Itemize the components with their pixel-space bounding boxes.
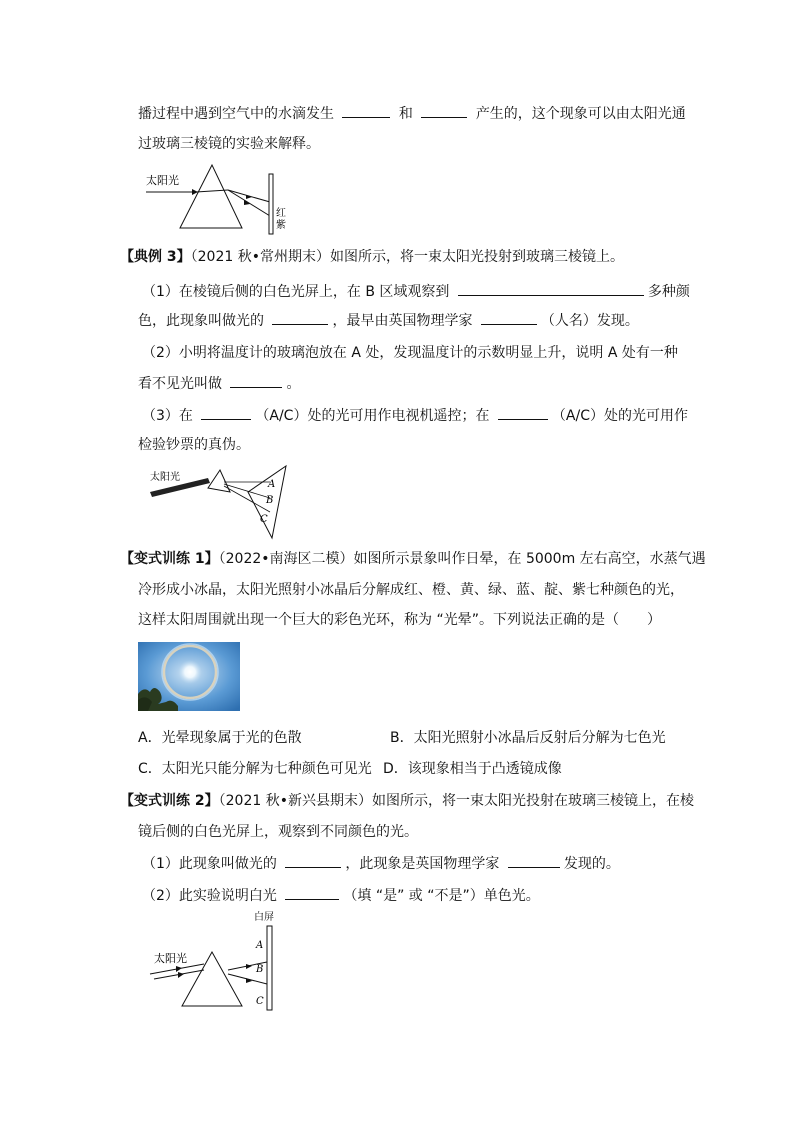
option-row bbox=[383, 759, 562, 779]
question-2-line-2 bbox=[138, 373, 300, 394]
text: 检验钞票的真伪。 bbox=[138, 437, 250, 453]
answer-blank[interactable] bbox=[201, 405, 251, 420]
screen-label: 白屏 bbox=[254, 912, 274, 923]
answer-blank[interactable] bbox=[458, 281, 644, 296]
text: 冷形成小冰晶，太阳光照射小冰晶后分解成红、橙、黄、绿、蓝、靛、紫七种颜色的光， bbox=[138, 582, 684, 598]
sun-label: 太阳光 bbox=[150, 472, 180, 483]
example-tag: 【变式训练 2】 bbox=[120, 793, 219, 809]
question-1-line bbox=[142, 853, 620, 874]
text: （人名）发现。 bbox=[540, 313, 639, 329]
variant-1-heading bbox=[120, 549, 706, 569]
answer-blank[interactable] bbox=[481, 310, 537, 325]
prism-figure-2 bbox=[146, 462, 296, 542]
source: （2021 秋•新兴县期末） bbox=[218, 793, 372, 809]
option-row bbox=[138, 759, 372, 779]
source: （2021 秋•常州期末） bbox=[190, 249, 330, 265]
text: 产生的，这个现象可以由太阳光通 bbox=[475, 106, 686, 122]
option-b[interactable]: B．太阳光照射小冰晶后反射后分解为七色光 bbox=[390, 730, 666, 746]
question-2-line bbox=[142, 343, 678, 363]
text: （3）在 bbox=[142, 408, 193, 424]
text: （1）此现象叫做光的 bbox=[142, 856, 277, 872]
text: （2）此实验说明白光 bbox=[142, 888, 277, 904]
variant-2-heading bbox=[120, 791, 694, 811]
halo-photo bbox=[138, 642, 240, 711]
text: 如图所示，将一束太阳光投射在玻璃三棱镜上，在棱 bbox=[371, 793, 694, 809]
label-b: B bbox=[266, 495, 274, 506]
text: 如图所示景象叫作日晕，在 5000m 左右高空，水蒸气遇 bbox=[353, 551, 706, 567]
answer-blank[interactable] bbox=[498, 405, 548, 420]
red-label: 红 bbox=[276, 208, 286, 219]
text: 过玻璃三棱镜的实验来解释。 bbox=[138, 136, 320, 152]
question-1-line bbox=[142, 281, 690, 302]
text: 。 bbox=[286, 376, 301, 392]
text: ，此现象是英国物理学家 bbox=[345, 856, 500, 872]
text-line bbox=[138, 103, 686, 124]
answer-blank[interactable] bbox=[285, 853, 341, 868]
option-d[interactable]: D．该现象相当于凸透镜成像 bbox=[383, 761, 562, 777]
prism bbox=[208, 470, 230, 492]
sun-label: 太阳光 bbox=[154, 952, 187, 965]
text-line bbox=[138, 134, 320, 154]
question-3-line-2 bbox=[138, 435, 250, 455]
option-a[interactable]: A．光晕现象属于光的色散 bbox=[138, 730, 302, 746]
question-3-line bbox=[142, 405, 688, 426]
screen bbox=[269, 174, 273, 234]
text: ，最早由英国物理学家 bbox=[332, 313, 473, 329]
prism bbox=[180, 165, 242, 228]
text: （1）在棱镜后侧的白色光屏上，在 B 区域观察到 bbox=[142, 284, 450, 300]
example-tag: 【变式训练 1】 bbox=[120, 551, 219, 567]
text: （填 “是” 或 “不是”）单色光。 bbox=[343, 888, 540, 904]
prism-figure-3 bbox=[148, 908, 288, 1012]
option-c[interactable]: C．太阳光只能分解为七种颜色可见光 bbox=[138, 761, 372, 777]
example-3-heading bbox=[120, 247, 624, 267]
text: 发现的。 bbox=[563, 856, 620, 872]
text: 多种颜 bbox=[647, 284, 690, 300]
label-c: C bbox=[260, 514, 268, 525]
text: （2）小明将温度计的玻璃泡放在 A 处，发现温度计的示数明显上升，说明 A 处有一种 bbox=[142, 345, 678, 361]
answer-blank[interactable] bbox=[421, 103, 467, 118]
question-1-line-2 bbox=[138, 310, 639, 331]
text: 这样太阳周围就出现一个巨大的彩色光环，称为 “光晕”。下列说法正确的是（ ） bbox=[138, 612, 661, 628]
label-c: C bbox=[256, 996, 264, 1007]
text: 和 bbox=[398, 106, 413, 122]
text-line bbox=[138, 822, 418, 842]
violet-label: 紫 bbox=[276, 220, 286, 231]
answer-blank[interactable] bbox=[272, 310, 328, 325]
label-a: A bbox=[256, 940, 264, 951]
prism bbox=[182, 952, 242, 1006]
text-line bbox=[138, 580, 684, 600]
text: （A/C）处的光可用作 bbox=[551, 408, 688, 424]
stem: 如图所示，将一束太阳光投射到玻璃三棱镜上。 bbox=[329, 249, 624, 265]
prism-figure-1 bbox=[140, 160, 300, 235]
label-b: B bbox=[256, 964, 264, 975]
text: 看不见光叫做 bbox=[138, 376, 222, 392]
text: 播过程中遇到空气中的水滴发生 bbox=[138, 106, 334, 122]
answer-blank[interactable] bbox=[230, 373, 282, 388]
question-2-line bbox=[142, 885, 540, 906]
text: （A/C）处的光可用作电视机遥控；在 bbox=[255, 408, 490, 424]
option-row bbox=[390, 728, 666, 748]
example-tag: 【典例 3】 bbox=[120, 249, 191, 265]
option-row bbox=[138, 728, 302, 748]
text-line bbox=[138, 610, 661, 630]
answer-blank[interactable] bbox=[285, 885, 339, 900]
answer-blank[interactable] bbox=[508, 853, 560, 868]
text: 镜后侧的白色光屏上，观察到不同颜色的光。 bbox=[138, 824, 418, 840]
source: （2022•南海区二模） bbox=[218, 551, 354, 567]
screen bbox=[267, 926, 272, 1010]
text: 色，此现象叫做光的 bbox=[138, 313, 264, 329]
sun-label: 太阳光 bbox=[146, 174, 179, 187]
label-a: A bbox=[268, 479, 276, 490]
answer-blank[interactable] bbox=[342, 103, 390, 118]
